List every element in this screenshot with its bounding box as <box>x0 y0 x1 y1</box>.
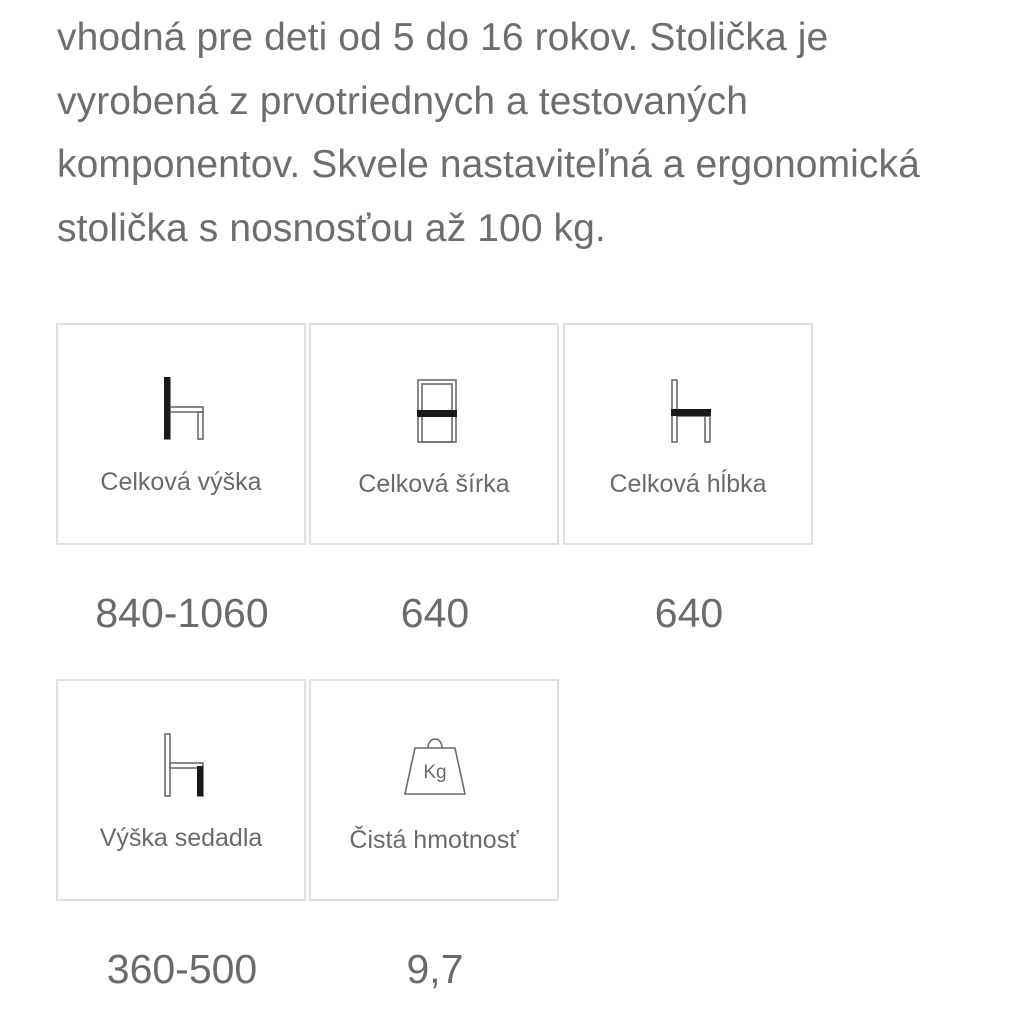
product-description <box>57 6 1007 260</box>
spec-value: 840-1060 <box>95 590 269 636</box>
spec-label: Celková výška <box>100 468 262 496</box>
description-line: komponentov. Skvele nastaviteľná a ergonomická <box>57 143 920 186</box>
spec-tile-net-weight <box>309 679 559 901</box>
description-line: vyrobená z prvotriednych a testovaných <box>57 79 749 123</box>
spec-tile-seat-height <box>56 679 306 901</box>
chair-width-icon <box>311 325 561 547</box>
seat-height-icon <box>58 681 308 903</box>
spec-label: Celková šírka <box>358 470 510 498</box>
weight-icon <box>311 681 561 903</box>
spec-value: 9,7 <box>406 946 464 992</box>
description-line: stolička s nosnosťou až 100 kg. <box>57 206 606 250</box>
chair-depth-icon <box>565 325 815 547</box>
spec-tile-total-depth <box>563 323 813 545</box>
spec-label: Celková hĺbka <box>609 470 767 498</box>
spec-tile-total-width <box>309 323 559 545</box>
spec-tile-total-height <box>56 323 306 545</box>
chair-height-icon <box>58 325 308 547</box>
spec-value: 640 <box>400 590 470 636</box>
spec-label: Výška sedadla <box>99 824 263 852</box>
description-line: vhodná pre deti od 5 do 16 rokov. Stolička je <box>57 16 829 59</box>
spec-value: 360-500 <box>106 946 258 992</box>
weight-icon-text: Kg <box>423 762 447 783</box>
spec-label: Čistá hmotnosť <box>349 826 519 854</box>
spec-value: 640 <box>654 590 724 636</box>
